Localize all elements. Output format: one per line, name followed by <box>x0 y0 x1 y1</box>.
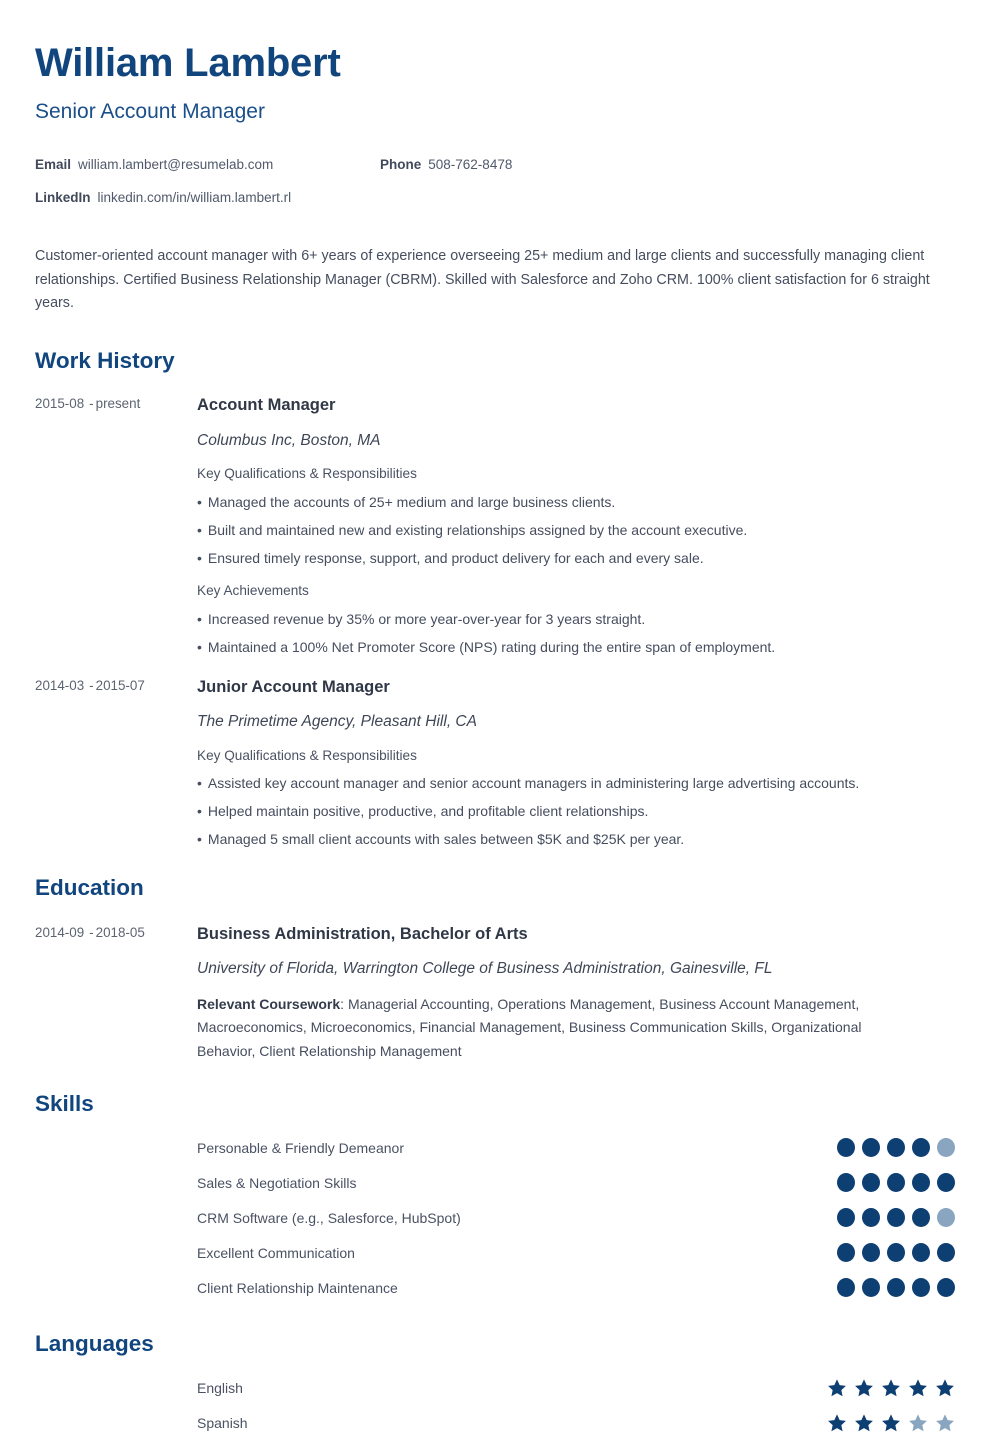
rating-dot-icon <box>837 1243 855 1262</box>
entry-bullet-text: Helped maintain positive, productive, and profitable client relationships. <box>207 803 649 820</box>
language-rating-marks <box>837 1413 955 1433</box>
rating-dot-icon <box>862 1208 880 1227</box>
entry-date-end: 2015-07 <box>95 677 145 693</box>
entry-date-start: 2015-08 <box>35 396 85 412</box>
entry-bullet <box>197 762 955 790</box>
contact-email-label: Email <box>35 157 72 173</box>
star-icon <box>854 1378 874 1398</box>
bullet-glyph-icon: • <box>197 610 202 627</box>
section-heading-education: Education <box>35 875 144 901</box>
skills-rating-list <box>35 1116 955 1305</box>
bullet-glyph-icon: • <box>197 831 202 848</box>
star-icon <box>935 1378 955 1398</box>
rating-dot-icon <box>887 1138 905 1157</box>
entry-content <box>197 397 955 653</box>
skill-rating-marks <box>837 1278 955 1297</box>
entry-date-range <box>35 679 197 692</box>
entry-date-start: 2014-09 <box>35 924 85 940</box>
entry-bullet-text: Maintained a 100% Net Promoter Score (NPS) rating during the entire span of employment. <box>207 638 776 655</box>
entry-role-title: Account Manager <box>197 396 336 415</box>
contact-phone <box>380 158 512 172</box>
rating-dot-icon <box>912 1243 930 1262</box>
candidate-name: William Lambert <box>35 41 341 85</box>
entry-group-label: Key Qualifications & Responsibilities <box>197 747 417 763</box>
work-history-entry <box>35 373 955 653</box>
rating-dot-icon <box>837 1208 855 1227</box>
rating-dot-icon <box>912 1138 930 1157</box>
entry-content <box>197 926 955 1064</box>
skill-rating-row <box>35 1270 955 1305</box>
rating-dot-icon <box>912 1278 930 1297</box>
rating-dot-icon <box>937 1138 955 1157</box>
section-heading-languages: Languages <box>35 1331 154 1357</box>
contact-row-1 <box>35 158 955 191</box>
rating-dot-icon <box>837 1278 855 1297</box>
entry-bullet-text: Managed 5 small client accounts with sales between $5K and $25K per year. <box>207 831 685 848</box>
star-icon <box>908 1413 928 1433</box>
entry-bullet-list <box>197 481 955 565</box>
entry-bullet-list <box>197 598 955 654</box>
entry-bullet <box>197 598 955 626</box>
candidate-job-title: Senior Account Manager <box>35 100 265 124</box>
rating-dot-icon <box>937 1243 955 1262</box>
contact-phone-label: Phone <box>380 157 422 173</box>
education-coursework-label: Relevant Coursework <box>197 995 341 1012</box>
language-rating-row <box>35 1405 955 1440</box>
entry-content <box>197 679 955 847</box>
section-heading-work-history: Work History <box>35 347 175 373</box>
rating-dot-icon <box>887 1278 905 1297</box>
entry-date-end: 2018-05 <box>95 924 145 940</box>
entry-date-end: present <box>95 396 141 412</box>
entry-bullet <box>197 626 955 654</box>
entry-group-label: Key Qualifications & Responsibilities <box>197 466 417 482</box>
entry-bullet <box>197 481 955 509</box>
entry-company-location: The Primetime Agency, Pleasant Hill, CA <box>197 713 477 731</box>
language-rating-row <box>35 1370 955 1405</box>
entry-bullet-text: Assisted key account manager and senior account managers in administering large advertising accounts. <box>207 775 860 792</box>
entry-bullet <box>197 818 955 846</box>
skill-rating-row <box>35 1235 955 1270</box>
section-heading-skills: Skills <box>35 1090 94 1116</box>
contact-row-2 <box>35 191 955 224</box>
contact-email-value[interactable]: william.lambert@resumelab.com <box>78 157 274 173</box>
entry-bullet-text: Ensured timely response, support, and product delivery for each and every sale. <box>207 550 704 567</box>
star-icon <box>881 1413 901 1433</box>
entry-date-start: 2014-03 <box>35 677 85 693</box>
rating-dot-icon <box>937 1173 955 1192</box>
entry-role-title: Junior Account Manager <box>197 677 390 696</box>
bullet-glyph-icon: • <box>197 803 202 820</box>
skill-name: Client Relationship Maintenance <box>197 1279 398 1296</box>
rating-dot-icon <box>937 1208 955 1227</box>
entry-bullet <box>197 509 955 537</box>
entry-date-separator: - <box>89 396 94 412</box>
education-degree: Business Administration, Bachelor of Arts <box>197 924 528 943</box>
star-icon <box>908 1378 928 1398</box>
star-icon <box>827 1378 847 1398</box>
rating-dot-icon <box>862 1138 880 1157</box>
rating-dot-icon <box>887 1208 905 1227</box>
star-icon <box>935 1413 955 1433</box>
rating-dot-icon <box>837 1138 855 1157</box>
contact-linkedin <box>35 191 291 205</box>
entry-date-range <box>35 397 197 410</box>
star-icon <box>827 1413 847 1433</box>
education-coursework-value: : Managerial Accounting, Operations Management, Business Account Management, Macroeconomics, Microeconomics, Financial Management, Business Communication Skills, Organizational Behavior, Client Relationship Management <box>197 995 862 1059</box>
skill-name: CRM Software (e.g., Salesforce, HubSpot) <box>197 1209 461 1226</box>
entry-bullet <box>197 790 955 818</box>
entry-date-separator: - <box>89 677 94 693</box>
contact-phone-value[interactable]: 508-762-8478 <box>428 157 513 173</box>
work-history-entry <box>35 654 955 847</box>
rating-dot-icon <box>887 1173 905 1192</box>
bullet-glyph-icon: • <box>197 638 202 655</box>
rating-dot-icon <box>912 1173 930 1192</box>
skill-rating-row <box>35 1130 955 1165</box>
entry-date-separator: - <box>89 924 94 940</box>
education-coursework <box>197 977 912 1064</box>
entry-bullet-text: Managed the accounts of 25+ medium and large business clients. <box>207 494 616 511</box>
entry-company-location: Columbus Inc, Boston, MA <box>197 431 381 449</box>
education-list <box>35 901 955 1064</box>
star-icon <box>854 1413 874 1433</box>
skill-rating-marks <box>837 1243 955 1262</box>
entry-date-range <box>35 926 197 939</box>
rating-dot-icon <box>887 1243 905 1262</box>
skill-rating-row <box>35 1200 955 1235</box>
language-name: English <box>197 1379 243 1396</box>
rating-dot-icon <box>862 1173 880 1192</box>
entry-bullet-list <box>197 762 955 846</box>
rating-dot-icon <box>912 1208 930 1227</box>
contact-linkedin-label: LinkedIn <box>35 189 91 205</box>
language-rating-marks <box>837 1378 955 1398</box>
bullet-glyph-icon: • <box>197 775 202 792</box>
skill-name: Personable & Friendly Demeanor <box>197 1139 404 1156</box>
entry-bullet <box>197 537 955 565</box>
contact-email <box>35 158 380 172</box>
contact-block <box>35 124 955 223</box>
rating-dot-icon <box>937 1278 955 1297</box>
education-school: University of Florida, Warrington College of Business Administration, Gainesville, FL <box>197 960 773 978</box>
skill-rating-marks <box>837 1173 955 1192</box>
rating-dot-icon <box>862 1243 880 1262</box>
skill-rating-marks <box>837 1208 955 1227</box>
skill-name: Excellent Communication <box>197 1244 355 1261</box>
skill-name: Sales & Negotiation Skills <box>197 1174 357 1191</box>
star-icon <box>881 1378 901 1398</box>
skill-rating-row <box>35 1165 955 1200</box>
entry-bullet-text: Built and maintained new and existing relationships assigned by the account executive. <box>207 522 748 539</box>
contact-linkedin-value[interactable]: linkedin.com/in/william.lambert.rl <box>97 189 292 205</box>
languages-rating-list <box>35 1357 955 1440</box>
rating-dot-icon <box>837 1173 855 1192</box>
language-name: Spanish <box>197 1414 248 1431</box>
entry-bullet-text: Increased revenue by 35% or more year-over-year for 3 years straight. <box>207 610 646 627</box>
rating-dot-icon <box>862 1278 880 1297</box>
entry-group-label: Key Achievements <box>197 583 309 599</box>
bullet-glyph-icon: • <box>197 550 202 567</box>
work-history-list <box>35 373 955 846</box>
bullet-glyph-icon: • <box>197 494 202 511</box>
education-entry <box>35 901 955 1064</box>
bullet-glyph-icon: • <box>197 522 202 539</box>
professional-summary: Customer-oriented account manager with 6+ years of experience overseeing 25+ medium and large clients and successfully managing client relationships. Certified Business Relationship Manager (CBRM). Skilled with Salesforce and Zoho CRM. 100% client satisfaction for 6 straight years. <box>35 248 930 312</box>
skill-rating-marks <box>837 1138 955 1157</box>
